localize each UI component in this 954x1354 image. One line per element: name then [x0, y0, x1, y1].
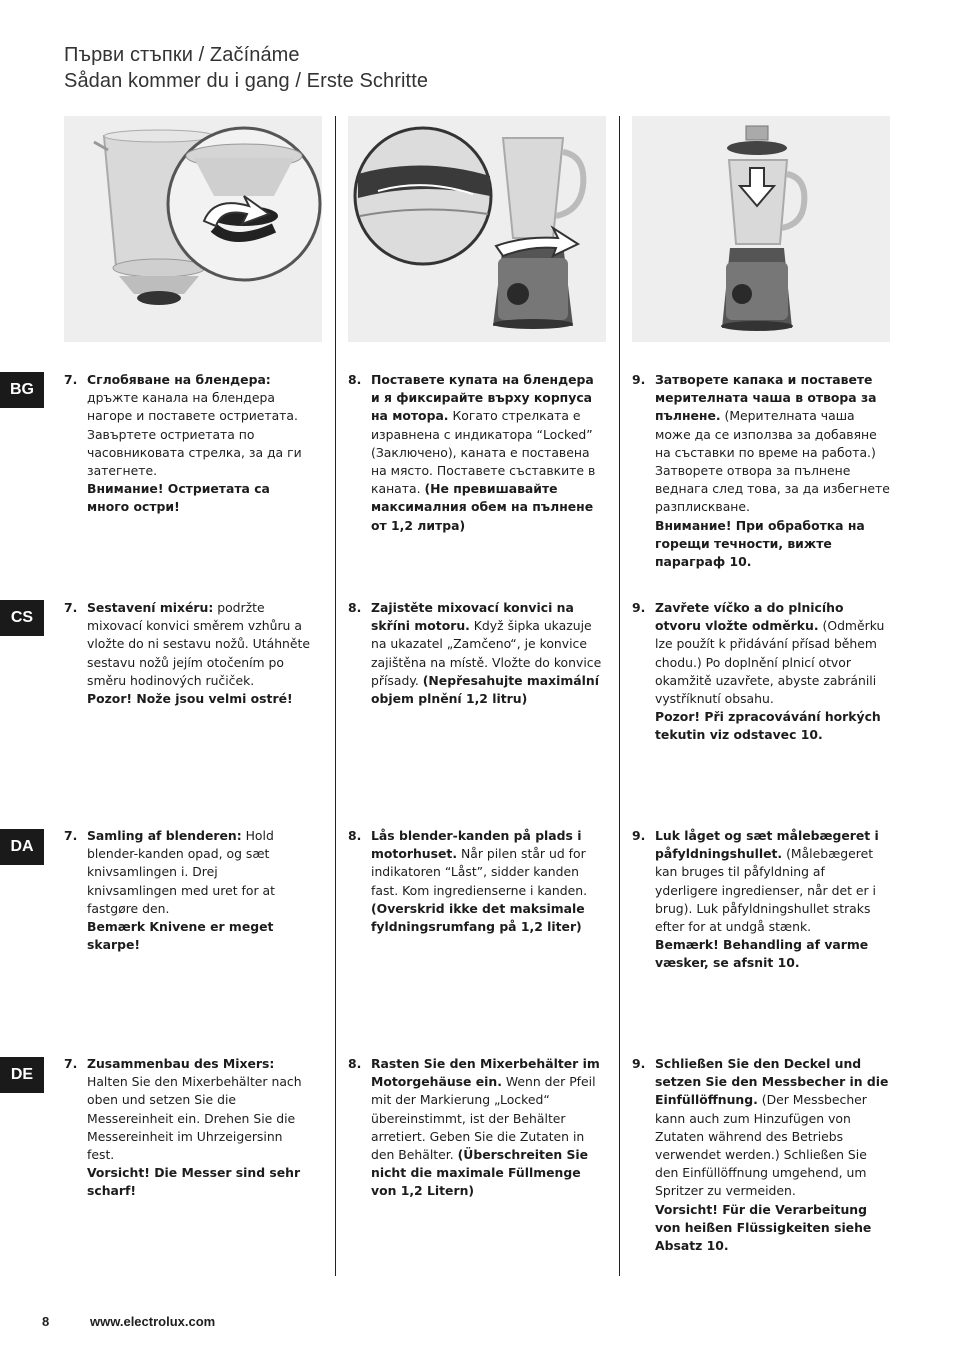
step-body: дръжте канала на блендера нагоре и поставете остриетата. Завъртете остриетата по часовниковата стрелка, за да ги затегнете. [87, 390, 302, 479]
step-heading: Samling af blenderen: [87, 828, 242, 843]
step-warning: (Не превишавайте максималния обем на пълнене от 1,2 литра) [371, 481, 594, 533]
step-heading: Zusammenbau des Mixers: [87, 1056, 275, 1071]
step-warning: Внимание! Остриетата са много остри! [87, 481, 270, 515]
page-title-line-1: Първи стъпки / Začínáme [64, 44, 300, 66]
step-number: 7. [64, 828, 78, 843]
step-number: 8. [348, 828, 362, 843]
step-de-9 [632, 1055, 890, 1255]
step-cs-7 [64, 599, 310, 708]
step-heading: Rasten Sie den Mixerbehälter im Motorgehäuse ein. [371, 1056, 600, 1090]
step-body: (Målebægeret kan bruges til påfyldning af yderligere ingredienser, når det er i brug). Luk påfyldningshullet straks efter for at undgå stænk. [655, 846, 876, 935]
step-bg-9 [632, 371, 890, 571]
language-tab-cs: CS [0, 600, 44, 636]
step-warning: Внимание! При обработка на горещи течности, вижте параграф 10. [655, 517, 865, 570]
step-number: 9. [632, 1056, 646, 1071]
step-body: Når pilen står ud for indikatoren “Låst”, sidder kanden fast. Kom ingredienserne i kanden. [371, 846, 588, 898]
step-warning: Bemærk Knivene er meget skarpe! [87, 919, 274, 953]
step-warning: Pozor! Nože jsou velmi ostré! [87, 691, 293, 707]
step-number: 8. [348, 372, 362, 387]
step-heading: Сглобяване на блендера: [87, 372, 271, 387]
footer-url: www.electrolux.com [90, 1314, 216, 1329]
step-body: Když šipka ukazuje na ukazatel „Zamčeno“, je konvice zajištěna na místě. Vložte do konvice přísady. [371, 618, 602, 688]
step-warning: (Nepřesahujte maximální objem plnění 1,2 litru) [371, 672, 599, 707]
step-body: (Der Messbecher kann auch zum Hinzufügen von Zutaten während des Betriebs verwendet werden.) Schließen Sie den Einfüllöffnung umgehend, um Spritzer zu vermeiden. [655, 1092, 867, 1199]
step-warning: Vorsicht! Die Messer sind sehr scharf! [87, 1165, 301, 1199]
step-heading: Sestavení mixéru: [87, 600, 214, 615]
step-heading: Schließen Sie den Deckel und setzen Sie den Messbecher in die Einfüllöffnung. [655, 1056, 889, 1108]
step-number: 7. [64, 600, 78, 615]
step-number: 8. [348, 1056, 362, 1071]
language-tab-bg: BG [0, 372, 44, 408]
step-body: podržte mixovací konvici směrem vzhůru a vložte do ni sestavu nožů. Utáhněte sestavu nožů jejím otočením po směru hodinových ručiček. [87, 600, 311, 688]
figure-step-8 [348, 116, 606, 342]
page-title-line-2: Sådan kommer du i gang / Erste Schritte [64, 70, 429, 92]
figure-step-7 [64, 116, 322, 342]
step-da-9 [632, 827, 890, 973]
step-heading: Luk låget og sæt målebægeret i påfyldningshullet. [655, 828, 879, 862]
column-divider [619, 116, 620, 1276]
step-heading: Lås blender-kanden på plads i motorhuset. [371, 828, 582, 862]
step-warning: Bemærk! Behandling af varme væsker, se afsnit 10. [655, 937, 869, 971]
step-number: 9. [632, 372, 646, 387]
step-number: 7. [64, 1056, 78, 1071]
step-body: (Мерителната чаша може да се използва за добавяне на съставки по време на работа.) Затворете отвора за пълнене веднага след това, за да избегнете разплискване. [655, 408, 890, 515]
step-de-7 [64, 1055, 310, 1201]
step-cs-9 [632, 599, 890, 745]
step-bg-7 [64, 371, 310, 517]
language-tab-de: DE [0, 1057, 44, 1093]
step-warning: (Überschreiten Sie nicht die maximale Füllmenge von 1,2 Litern) [371, 1147, 589, 1199]
step-heading: Zajistěte mixovací konvici na skříni motoru. [371, 600, 574, 634]
step-heading: Zavřete víčko a do plnicího otvoru vložte odměrku. [655, 600, 844, 634]
step-number: 7. [64, 372, 78, 387]
step-number: 9. [632, 600, 646, 615]
step-heading: Затворете капака и поставете мерителната чаша в отвора за пълнене. [655, 372, 877, 424]
step-body: Когато стрелката е изравнена с индикатора “Locked” (Заключено), каната е поставена на място. Поставете съставките в каната. [371, 408, 596, 497]
column-divider [335, 116, 336, 1276]
step-body: Halten Sie den Mixerbehälter nach oben und setzen Sie die Messereinheit ein. Drehen Sie die Messereinheit im Uhrzeigersinn fest. [87, 1074, 302, 1163]
language-tab-da: DA [0, 829, 44, 865]
step-warning: (Overskrid ikke det maksimale fyldningsrumfang på 1,2 liter) [371, 900, 585, 935]
step-warning: Vorsicht! Für die Verarbeitung von heißen Flüssigkeiten siehe Absatz 10. [655, 1201, 872, 1254]
step-heading: Поставете купата на блендера и я фиксирайте върху корпуса на мотора. [371, 372, 594, 424]
step-body: Hold blender-kanden opad, og sæt knivsamlingen i. Drej knivsamlingen med uret for at fastgøre den. [87, 828, 275, 916]
step-da-7 [64, 827, 310, 954]
step-de-8 [348, 1055, 606, 1201]
page-number: 8 [42, 1314, 50, 1329]
step-da-8 [348, 827, 606, 936]
step-number: 8. [348, 600, 362, 615]
step-warning: Pozor! Při zpracovávání horkých tekutin viz odstavec 10. [655, 709, 881, 743]
step-body: (Odměrku lze použít k přidávání přísad během chodu.) Po doplnění plnicí otvor okamžitě uzavřete, abyste zabránili vystříknutí obsahu. [655, 618, 885, 707]
step-bg-8 [348, 371, 606, 535]
step-cs-8 [348, 599, 606, 708]
figure-step-9 [632, 116, 890, 342]
step-body: Wenn der Pfeil mit der Markierung „Locked“ übereinstimmt, ist der Behälter arretiert. Geben Sie die Zutaten in den Behälter. [371, 1074, 596, 1163]
step-number: 9. [632, 828, 646, 843]
